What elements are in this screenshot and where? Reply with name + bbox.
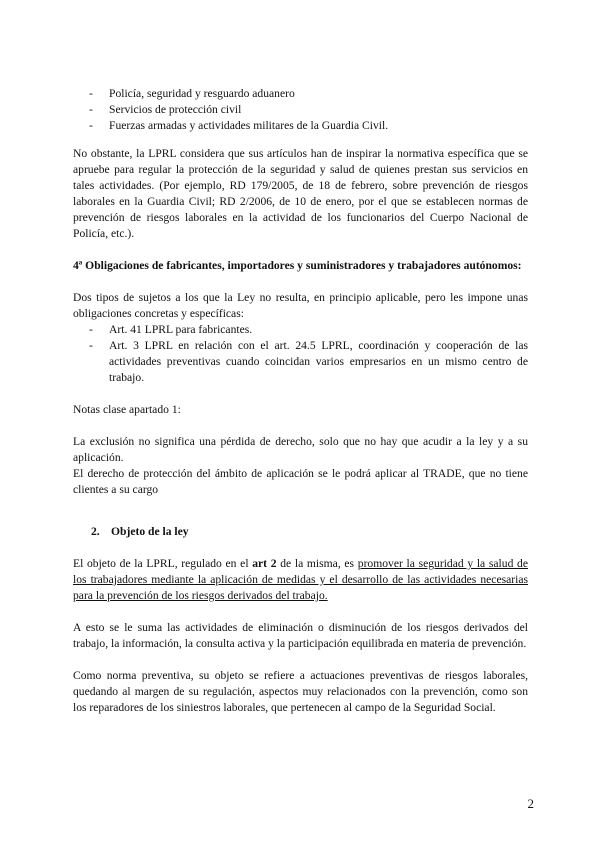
document-page xyxy=(73,86,528,716)
objeto-underlined: promover la seguridad y la salud de los trabajadores mediante la aplicación de medidas y el desarrollo de las actividades necesarias para la prevención de los riesgos derivados del trabajo. xyxy=(73,557,528,602)
list-item: - Servicios de protección civil xyxy=(73,102,528,118)
paragraph-lprl-normativa: No obstante, la LPRL considera que sus artículos han de inspirar la normativa específica que se apruebe para regular la protección de la seguridad y salud de quienes prestan sus servicios en tales actividades. (Por ejemplo, RD 179/2005, de 18 de febrero, sobre prevención de riesgos laborales en la Guardia Civil; RD 2/2006, de 10 de enero, por el que se establecen normas de prevención de riesgos laborales en la actividad de los funcionarios del Cuerpo Nacional de Policía, etc.). xyxy=(73,147,528,240)
heading-obligaciones: 4ª Obligaciones de fabricantes, importadores y suministradores y trabajadores autónomos: xyxy=(73,259,522,272)
notes-title: Notas clase apartado 1: xyxy=(73,403,181,416)
paragraph-sujetos: Dos tipos de sujetos a los que la Ley no resulta, en principio aplicable, pero les impone unas obligaciones concretas y específicas: xyxy=(73,291,528,320)
article-ref: art 2 xyxy=(252,557,277,570)
paragraph-objeto: El objeto de la LPRL, regulado en el art 2 de la misma, es promover la seguridad y la salud de los trabajadores mediante la aplicación de medidas y el desarrollo de las actividades necesarias para la prevención de los riesgos derivados del trabajo. xyxy=(73,557,528,602)
exclusions-list xyxy=(73,86,528,134)
list-item: - Art. 3 LPRL en relación con el art. 24.5 LPRL, coordinación y cooperación de las actividades preventivas cuando coincidan varios empresarios en un mismo centro de trabajo. xyxy=(73,338,528,386)
section-number: 2. xyxy=(91,525,100,538)
list-item: - Art. 41 LPRL para fabricantes. xyxy=(73,322,528,338)
list-item: - Policía, seguridad y resguardo aduanero xyxy=(73,86,528,102)
note-trade: El derecho de protección del ámbito de aplicación se le podrá aplicar al TRADE, que no tiene clientes a su cargo xyxy=(73,467,528,496)
page-number: 2 xyxy=(527,796,534,811)
paragraph-norma-preventiva: Como norma preventiva, su objeto se refiere a actuaciones preventivas de riesgos laborales, quedando al margen de su regulación, aspectos muy relacionados con la prevención, como son los reparadores de los siniestros laborales, que pertenecen al campo de la Seguridad Social. xyxy=(73,669,528,714)
section-title xyxy=(73,524,528,540)
list-item: - Fuerzas armadas y actividades militares de la Guardia Civil. xyxy=(73,118,528,134)
obligations-list xyxy=(73,322,528,386)
note-exclusion: La exclusión no significa una pérdida de derecho, solo que no hay que acudir a la ley y a su aplicación. xyxy=(73,435,528,464)
paragraph-actividades: A esto se le suma las actividades de eliminación o disminución de los riesgos derivados del trabajo, la información, la consulta activa y la participación equilibrada en materia de prevención. xyxy=(73,621,528,650)
section-title-text: Objeto de la ley xyxy=(111,525,189,538)
